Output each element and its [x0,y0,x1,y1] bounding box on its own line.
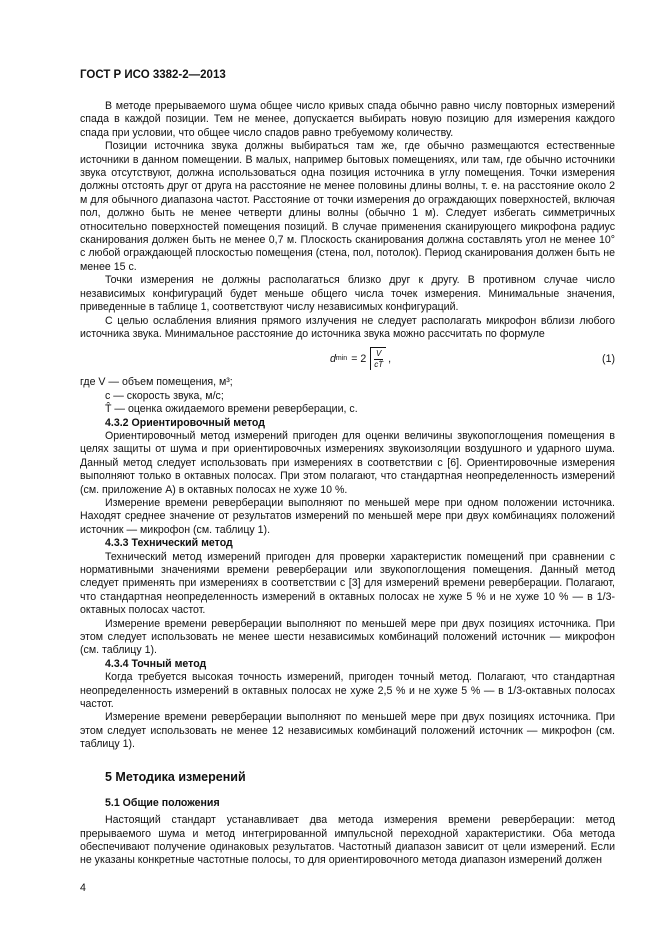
paragraph: Измерение времени реверберации выполняют по меньшей мере при двух позициях источника. При этом следует использовать не менее шести независимых комбинаций положений источник — микрофон (см. таблицу 1). [80,617,615,657]
formula-sub: min [335,355,348,363]
paragraph: Когда требуется высокая точность измерений, пригоден точный метод. Полагают, что стандартная неопределенность измерений в октавных полосах не хуже 2,5 % и не хуже 5 % — в 1/3-октавных полосах частот. [80,671,615,711]
where-line: T̂ — оценка ожидаемого времени реверберации, с. [105,403,358,416]
formula-tail: , [388,352,392,365]
paragraph: Измерение времени реверберации выполняют по меньшей мере при двух позициях источника. При этом следует использовать не менее 12 независимых комбинаций положений источник — микрофон (см. таблицу 1). [80,711,615,751]
formula-expression [330,347,391,370]
where-line: c — скорость звука, м/с; [105,389,224,402]
formula-den: cT̂ [374,360,384,370]
paragraph: Технический метод измерений пригоден для проверки характеристик помещений при сравнении с нормативными значениями времени реверберации или звукопоглощения помещения. Данный метод следует применять при измерениях в соответствии с [3] для измерений времени реверберации. Полагают, что стандартная неопределенность измерений в октавных полосах не хуже 5 % и не хуже 10 % — в 1/3-октавных полосах частот. [80,550,615,617]
page-number: 4 [80,881,86,894]
formula-lhs: d [330,352,336,365]
sqrt [370,347,386,370]
paragraph: В методе прерываемого шума общее число кривых спада обычно равно числу повторных измерений спада в каждой позиции. Тем не менее, допускается выбирать новую позицию для измерения каждого спада при условии, что общее число спадов равно требуемому количеству. [80,100,615,139]
paragraph: Точки измерения не должны располагаться близко друг к другу. В противном случае число независимых конфигураций будет меньше общего числа точек измерения. Минимальные значения, приведенные в таблице 1, соответствуют числу независимых конфигураций. [80,274,615,314]
formula-1 [80,347,615,370]
paragraph: Позиции источника звука должны выбираться там же, где обычно размещаются естественные источники в данном помещении. В малых, например бытовых помещениях, или там, где обычно источники звука отсутствуют, должна использоваться одна позиция источника в углу помещения. Точки измерения должны отстоять друг от друга на расстояние не менее половины длины волны, т. е. на расстояние около 2 м для обычного диапазона частот. Расстояние от точки измерения до ограждающих поверхностей, включая пол, должно быть не менее четверти длины волны (обычно 1 м). Следует избегать симметричных относительно поверхностей помещения позиций. В случае применения сканирующего микрофона радиус сканирования должен быть не менее 0,7 м. Плоскость сканирования должна составлять угол не менее 10° с любой ограждающей плоскостью помещения (стена, пол, потолок). Период сканирования должен быть не менее 15 с. [80,140,615,273]
heading-4-3-3: 4.3.3 Технический метод [105,537,233,550]
heading-4-3-4: 4.3.4 Точный метод [105,657,207,670]
document-header: ГОСТ Р ИСО 3382-2—2013 [80,69,226,81]
formula-number: (1) [602,352,615,365]
document-body [80,0,615,915]
paragraph: Ориентировочный метод измерений пригоден для оценки величины звукопоглощения помещения в целях защиты от шума и при ориентировочных измерениях звукоизоляции воздушного и ударного шума. Данный метод следует использовать при измерениях в соответствии с [6]. Ориентировочные измерения выполняют только в октавных полосах. При этом полагают, что стандартная неопределенность измерений (см. приложение А) в октавных полосах не хуже 10 %. [80,429,615,496]
paragraph: Измерение времени реверберации выполняют по меньшей мере при одном положении источника. Находят среднее значение от результатов измерений по меньшей мере при двух комбинациях положений источник — микрофон (см. таблицу 1). [80,496,615,536]
paragraph: С целью ослабления влияния прямого излучения не следует располагать микрофон вблизи любого источника звука. Минимальное расстояние до источника звука можно рассчитать по формуле [80,314,615,340]
heading-5-1: 5.1 Общие положения [105,796,220,809]
where-line: где V — объем помещения, м³; [80,376,233,389]
heading-5: 5 Методика измерений [105,769,246,784]
formula-eq: = 2 [351,352,367,365]
formula-num: V [375,349,382,359]
heading-4-3-2: 4.3.2 Ориентировочный метод [105,416,265,429]
paragraph: Настоящий стандарт устанавливает два метода измерения времени реверберации: метод прерываемого шума и метод интегрированной импульсной переходной характеристики. Оба метода обеспечивают получение одинаковых результатов. Частотный диапазон зависит от цели измерений. Если не указаны конкретные частотные полосы, то для ориентировочного метода диапазон измерений должен [80,814,615,867]
